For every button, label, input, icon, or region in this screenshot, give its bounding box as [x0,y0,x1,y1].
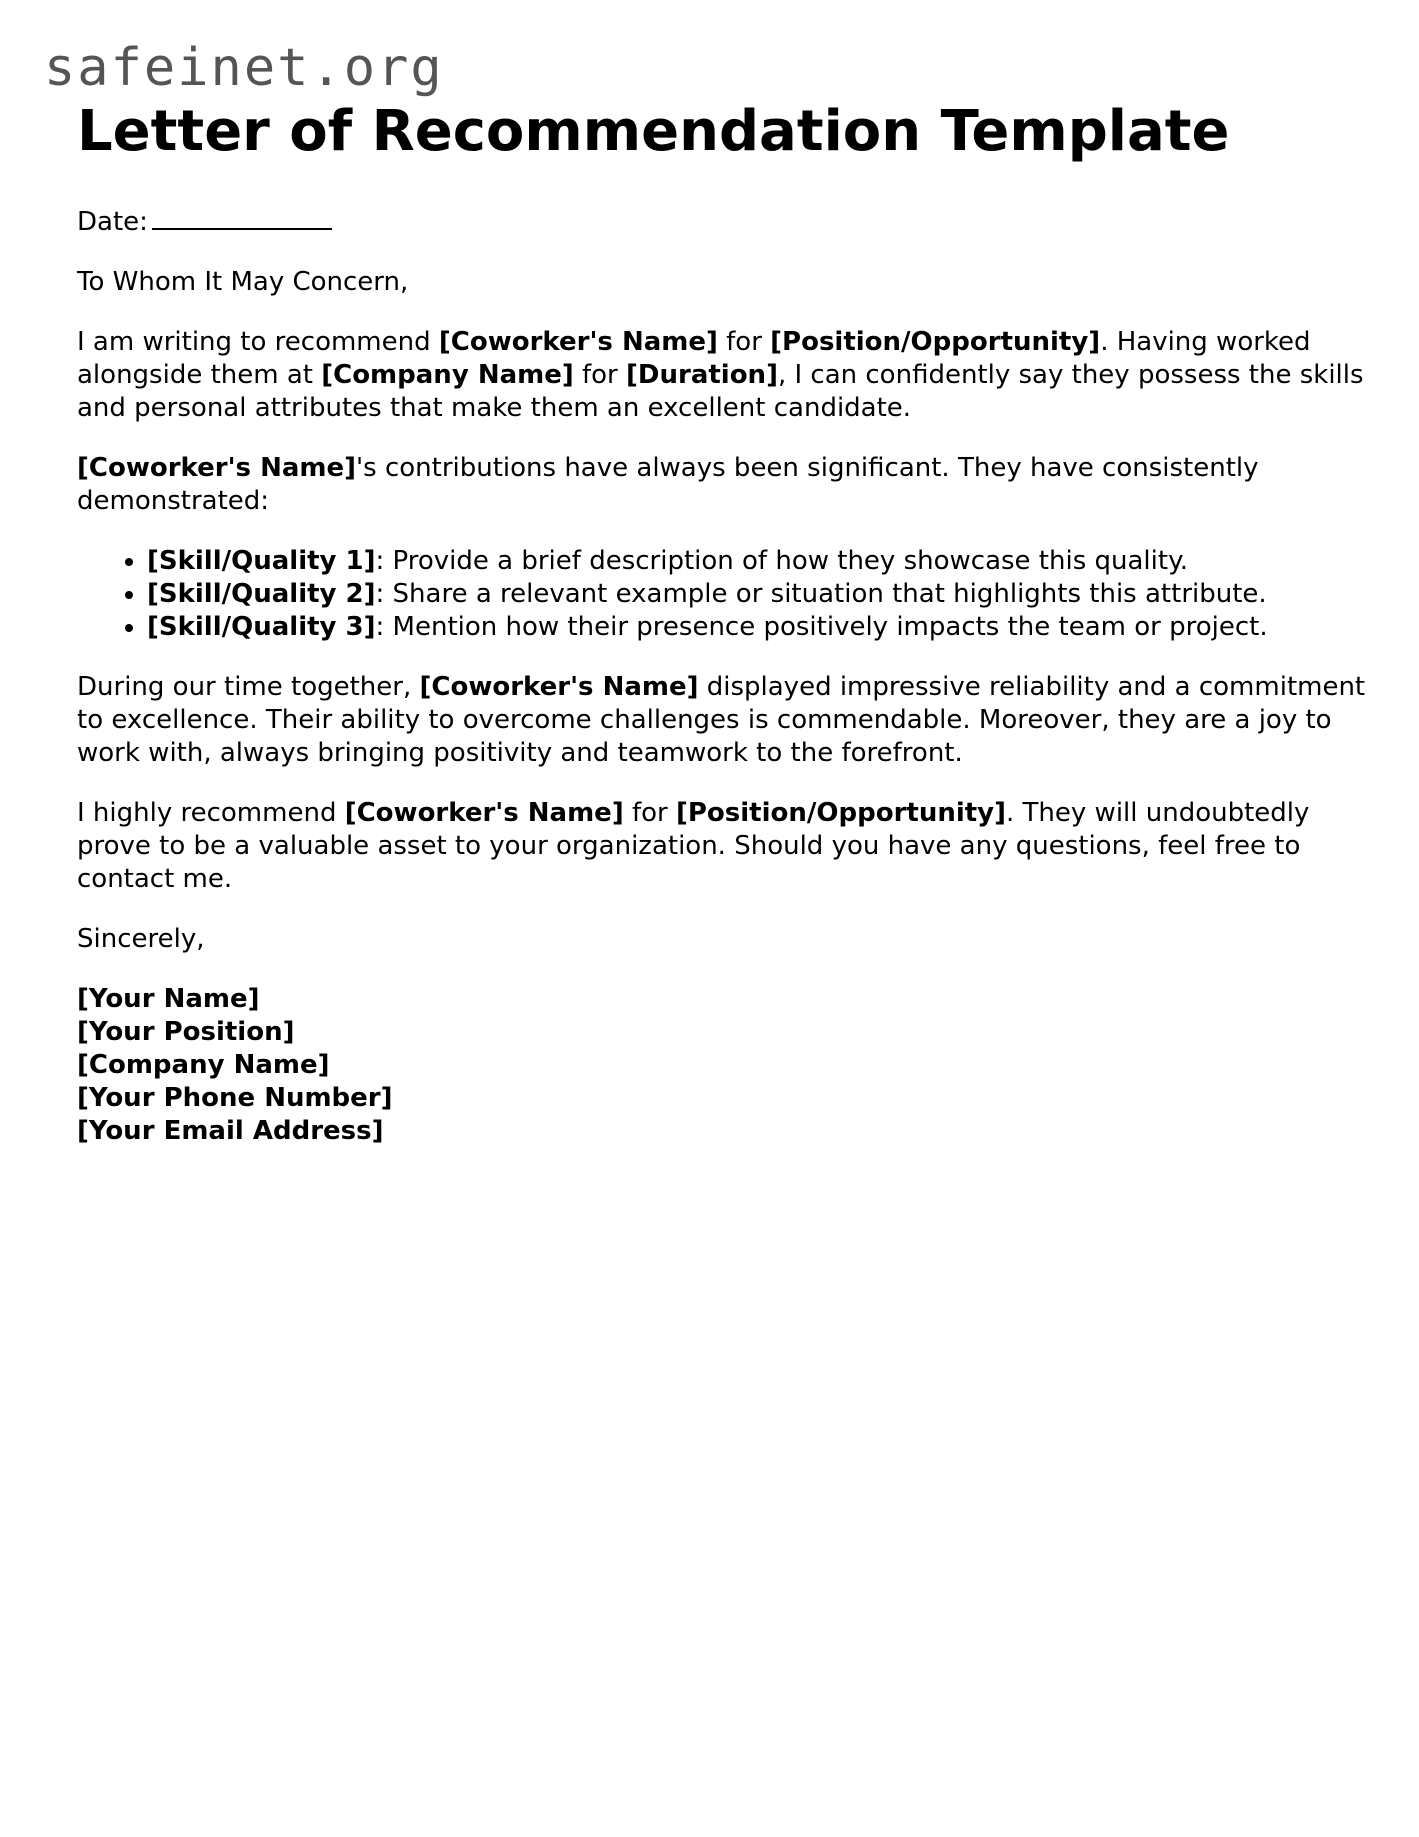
intro-text-1: I am writing to recommend [77,327,439,358]
signature-position: [Your Position] [77,1017,295,1048]
closing-text-3: . They will undoubtedly prove to be a valuable asset to your organization. Should you have any questions, feel free to contact me. [77,798,1310,895]
duration-placeholder: [Duration] [626,360,778,391]
coworker-name-placeholder: [Coworker's Name] [438,327,718,358]
intro-text-4: for [573,360,627,391]
position-placeholder: [Position/Opportunity] [770,327,1101,358]
signature-name: [Your Name] [77,984,260,1015]
intro-text-3: . Having worked alongside them at [77,327,1311,391]
together-text-2: displayed impressive reliability and a commitment to excellence. Their ability to overcome challenges is commendable. Moreover, they are a joy to work with, always bringing positivity and teamwork to the forefront. [77,672,1366,769]
document-title: Letter of Recommendation Template [77,99,1230,164]
position-placeholder: [Position/Opportunity] [675,798,1007,829]
together-text-1: During our time together, [77,672,420,703]
skill-name: [Skill/Quality 2] [147,579,376,610]
coworker-name-placeholder: [Coworker's Name] [344,798,624,829]
coworker-name-placeholder: [Coworker's Name] [77,453,356,484]
signature-phone: [Your Phone Number] [77,1083,393,1114]
coworker-name-placeholder: [Coworker's Name] [419,672,699,703]
date-label: Date: [77,207,148,238]
closing-text-2: for [623,798,676,829]
signature-email: [Your Email Address] [77,1116,384,1147]
sign-off: Sincerely, [77,924,205,955]
skill-description: : Provide a brief description of how they showcase this quality. [375,546,1189,577]
list-item [147,611,1367,644]
intro-text-5: , I can confidently say they possess the skills and personal attributes that make them an excellent candidate. [77,360,1364,424]
letter-document [77,100,1367,1175]
skill-name: [Skill/Quality 1] [147,546,376,577]
contributions-paragraph [77,452,1367,518]
watermark-text: safeinet.org [44,38,444,98]
signature-company: [Company Name] [77,1050,330,1081]
greeting: To Whom It May Concern, [77,267,409,298]
skill-description: : Mention how their presence positively impacts the team or project. [375,612,1268,643]
together-paragraph [77,671,1367,770]
skill-description: : Share a relevant example or situation that highlights this attribute. [375,579,1267,610]
contributions-text: 's contributions have always been significant. They have consistently demonstrated: [77,453,1259,517]
signature-block [77,983,1367,1148]
list-item [147,545,1367,578]
skill-name: [Skill/Quality 3] [147,612,376,643]
intro-paragraph [77,326,1367,425]
skills-list [77,545,1367,644]
list-item [147,578,1367,611]
closing-text-1: I highly recommend [77,798,345,829]
date-blank-field[interactable] [152,202,332,230]
company-name-placeholder: [Company Name] [321,360,574,391]
date-line [77,202,1367,239]
intro-text-2: for [717,327,771,358]
closing-paragraph [77,797,1367,896]
